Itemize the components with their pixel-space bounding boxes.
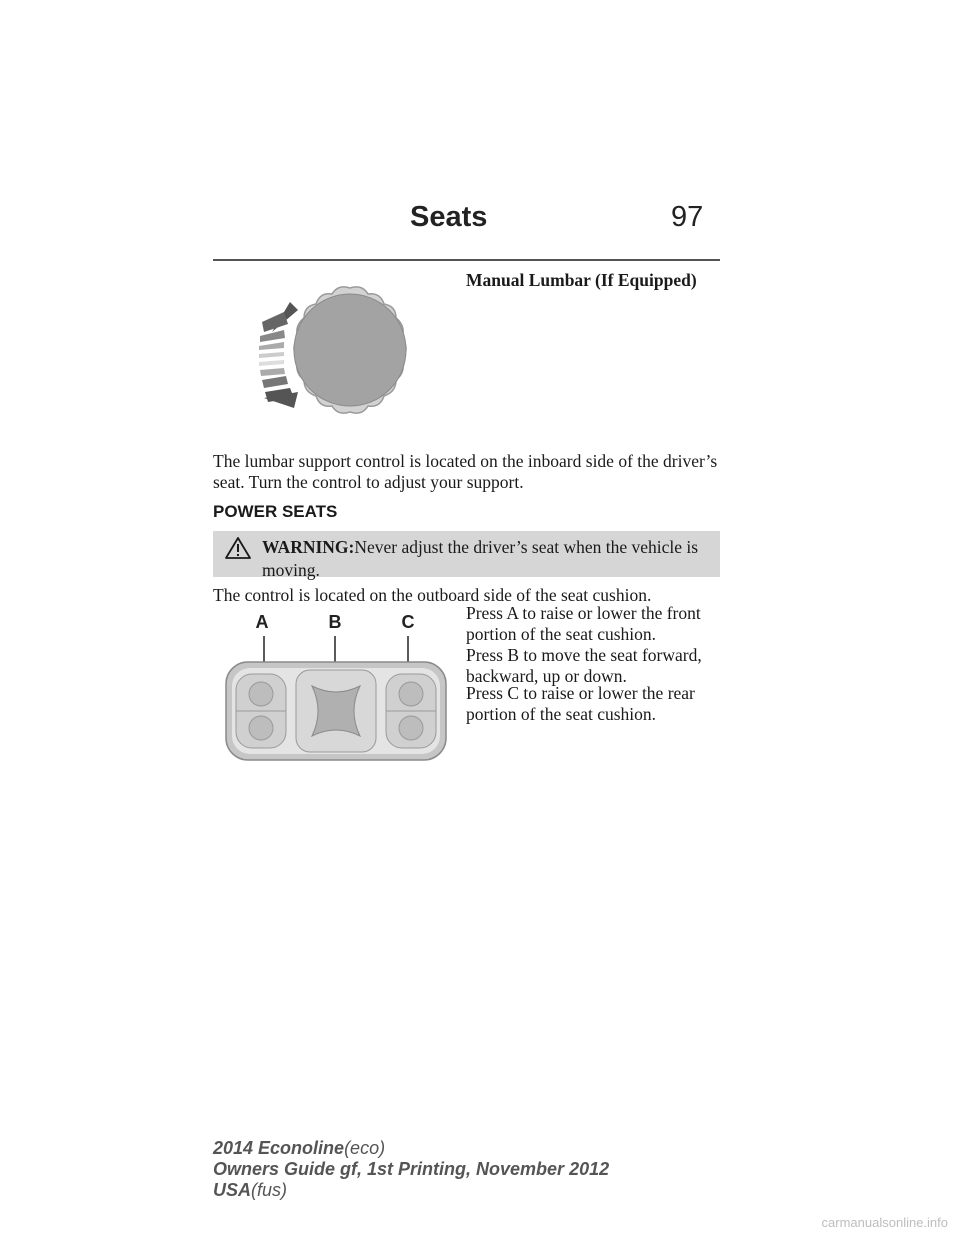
header-divider [213,259,720,261]
footer-line-1: 2014 Econoline(eco) [213,1138,386,1158]
knob-icon [294,287,406,413]
power-seats-heading: POWER SEATS [213,502,338,521]
location-paragraph: The control is located on the outboard side of the seat cushion. [213,585,652,605]
footer-line-3: USA(fus) [213,1180,288,1200]
warning-text [262,536,707,582]
rotate-arrow-icon [259,302,298,408]
seat-position-switch-b[interactable] [296,670,376,752]
watermark: carmanualsonline.info [821,1215,948,1230]
label-a: A [255,612,269,632]
footer-line-2: Owners Guide gf, 1st Printing, November 2012 [213,1159,610,1179]
lumbar-paragraph: The lumbar support control is located on the inboard side of the driver’s seat. Turn the control to adjust your support. [213,451,718,492]
label-c: C [401,612,415,632]
page-number: 97 [671,201,704,233]
lumbar-heading: Manual Lumbar (If Equipped) [466,270,697,290]
page-section-title: Seats [410,201,488,233]
power-seat-control-illustration [222,606,452,766]
instruction-c: Press C to raise or lower the rear portion of the seat cushion. [466,683,695,724]
warning-triangle-icon [225,536,251,560]
front-cushion-switch-a[interactable] [236,674,286,748]
instruction-b: Press B to move the seat forward, backward, up or down. [466,645,702,686]
lumbar-knob-illustration [250,280,430,420]
rear-cushion-switch-c[interactable] [386,674,436,748]
warning-message: Never adjust the driver’s seat when the vehicle is moving. [262,537,699,580]
warning-label: WARNING: [262,537,355,557]
label-b: B [328,612,342,632]
instruction-a: Press A to raise or lower the front portion of the seat cushion. [466,603,701,644]
